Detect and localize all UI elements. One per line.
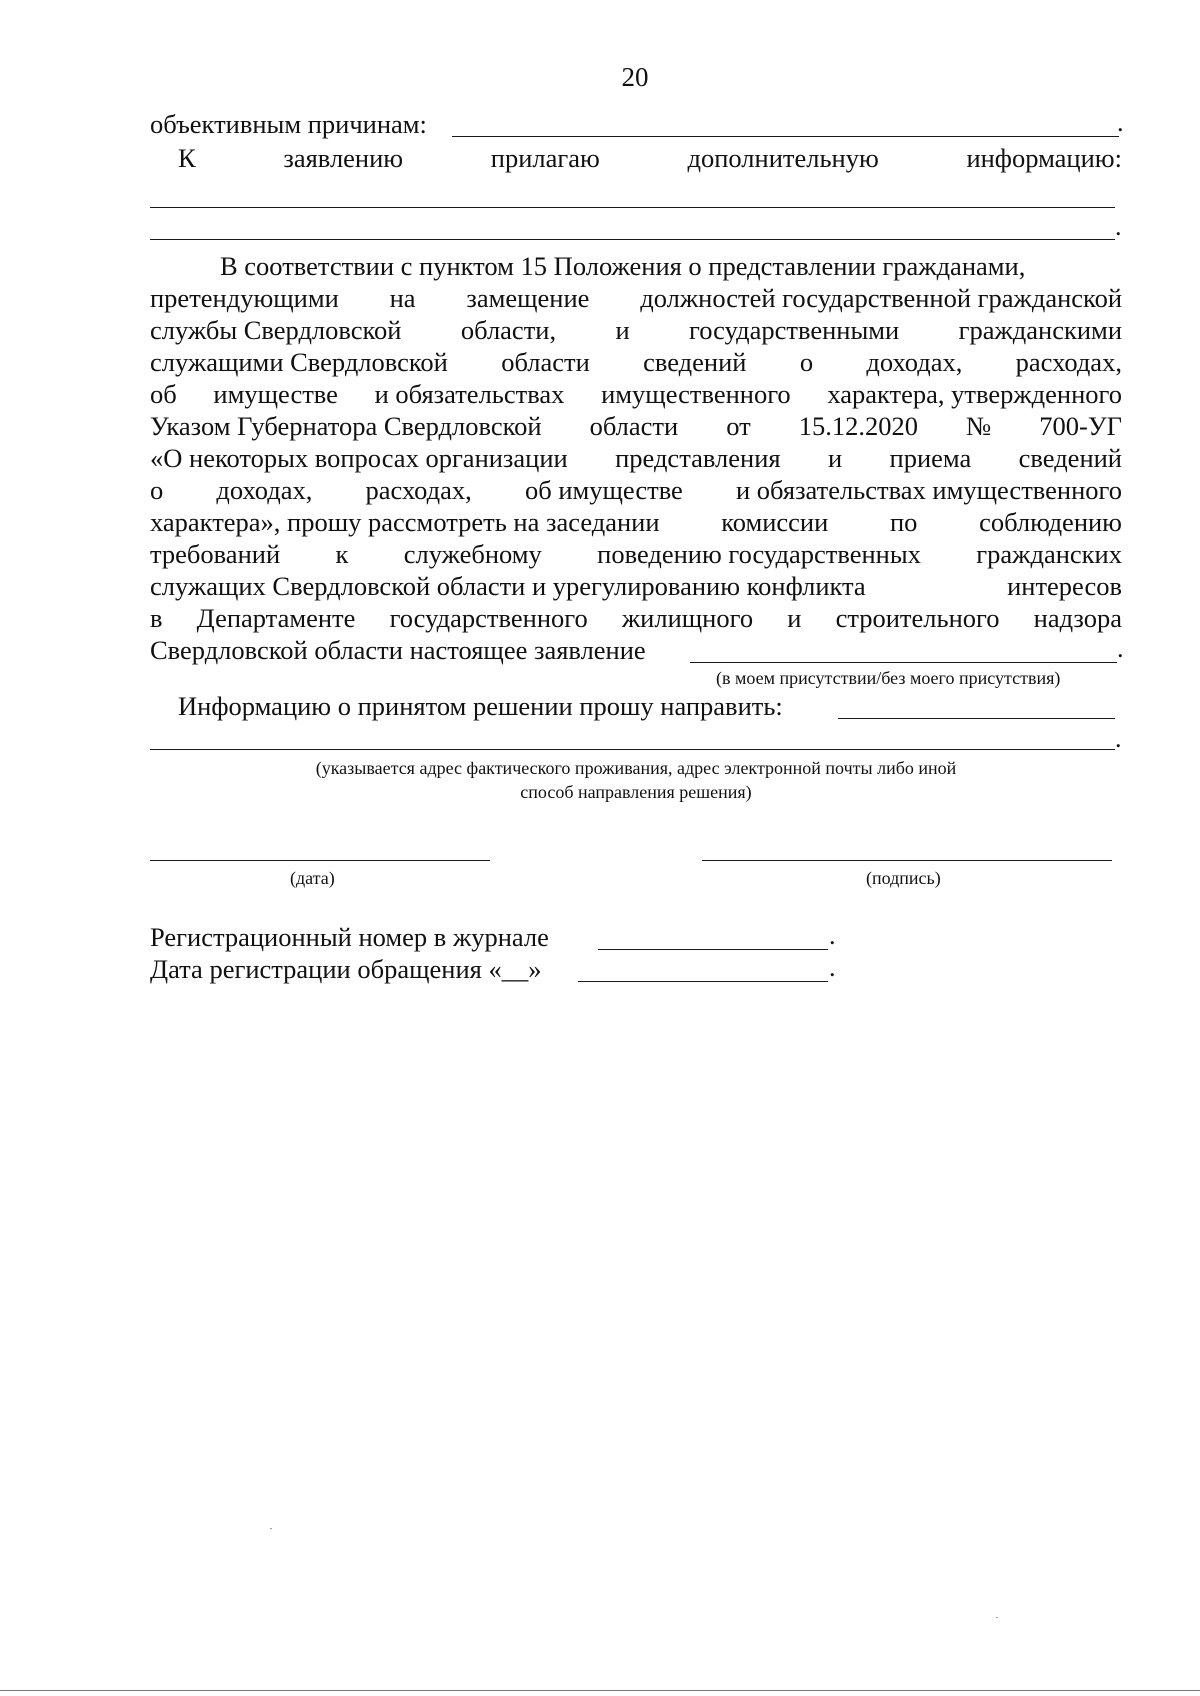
attach-word: заявлению (283, 143, 404, 173)
paragraph-segment: гражданских (976, 539, 1122, 569)
paragraph-segment: жилищного (621, 603, 754, 633)
attach-word: прилагаю (490, 143, 600, 173)
paragraph-line (150, 570, 1122, 602)
paragraph-segment: расходах, (365, 475, 472, 505)
paragraph-segment: № (965, 411, 992, 441)
paragraph-segment: поведению государственных (597, 539, 921, 569)
paragraph-segment: характера, утвержденного (827, 379, 1122, 409)
statement-end: . (1117, 634, 1124, 663)
paragraph-segment: по (889, 507, 918, 537)
paragraph-line (150, 506, 1122, 538)
attach-word: К (178, 143, 196, 173)
paragraph-line (150, 378, 1122, 410)
scan-speck (270, 1528, 272, 1529)
paragraph-segment: в (150, 603, 163, 633)
attach-word: информацию: (966, 143, 1122, 173)
paragraph-segment: служебному (403, 539, 542, 569)
registration-number-end: . (829, 921, 836, 950)
paragraph-segment: и обязательствах имущественного (736, 475, 1122, 505)
paragraph-segment: приема (889, 443, 972, 473)
registration-number-label: Регистрационный номер в журнале (150, 922, 549, 952)
registration-date-field[interactable] (578, 981, 828, 982)
paragraph-segment: государственного (389, 603, 588, 633)
attach-row (150, 142, 1122, 174)
presence-field[interactable] (690, 662, 1117, 663)
paragraph-segment: служащих Свердловской области и урегулированию конфликта (150, 571, 866, 601)
paragraph-segment: характера», прошу рассмотреть на заседании (150, 507, 660, 537)
paragraph-segment: и (827, 443, 843, 473)
scan-bottom-edge (0, 1690, 1200, 1691)
paragraph-segment: и (787, 603, 802, 633)
paragraph-segment: об (150, 379, 177, 409)
date-field[interactable] (150, 860, 490, 861)
paragraph-segment: доходах, (866, 347, 963, 377)
attach-end: . (1115, 212, 1122, 241)
paragraph-segment: В соответствии с пунктом 15 Положения о представлении гражданами, (220, 251, 1026, 281)
send-info-label: Информацию о принятом решении прошу направить: (178, 691, 783, 721)
presence-hint: (в моем присутствии/без моего присутствия) (716, 668, 1061, 688)
paragraph-segment: Указом Губернатора Свердловской (150, 411, 542, 441)
paragraph-segment: доходах, (216, 475, 313, 505)
paragraph-segment: о (150, 475, 164, 505)
registration-date-label: Дата регистрации обращения «__» (150, 954, 542, 984)
paragraph-line (150, 602, 1122, 634)
paragraph-segment: требований (150, 539, 281, 569)
address-hint-2: способ направления решения) (520, 782, 752, 802)
paragraph-segment: соблюдению (979, 507, 1122, 537)
send-info-field-2[interactable] (150, 749, 1115, 750)
paragraph-segment: и обязательствах (374, 379, 565, 409)
paragraph-segment: имуществе (213, 379, 338, 409)
paragraph-segment: строительного (835, 603, 1000, 633)
objective-reasons-label: объективным причинам: (150, 109, 427, 139)
paragraph-segment: расходах, (1015, 347, 1122, 377)
paragraph-segment: комиссии (721, 507, 829, 537)
paragraph-line (150, 314, 1122, 346)
paragraph-line (150, 282, 1122, 314)
scan-speck (996, 1617, 998, 1618)
address-hint-1: (указывается адрес фактического проживания, адрес электронной почты либо иной (315, 758, 957, 778)
paragraph-segment: на (389, 283, 416, 313)
paragraph-segment: 15.12.2020 (798, 411, 918, 441)
paragraph-segment: от (726, 411, 751, 441)
paragraph-segment: претендующими (150, 283, 339, 313)
paragraph-segment: области (501, 347, 590, 377)
paragraph-segment: области, (460, 315, 557, 345)
paragraph-segment: к (335, 539, 349, 569)
paragraph-segment: имущественного (601, 379, 791, 409)
send-info-end: . (1115, 724, 1122, 753)
signature-field[interactable] (702, 860, 1112, 861)
paragraph-segment: надзора (1033, 603, 1122, 633)
signature-label: (подпись) (866, 868, 941, 888)
statement-last-line: Свердловской области настоящее заявление (150, 635, 646, 665)
paragraph-segment: о (799, 347, 814, 377)
objective-reasons-field[interactable] (452, 136, 1119, 137)
attach-word: дополнительную (687, 143, 879, 173)
paragraph-segment: «О некоторых вопросах организации (150, 443, 568, 473)
paragraph-line (150, 410, 1122, 442)
paragraph-segment: об имуществе (524, 475, 683, 505)
paragraph-segment: 700-УГ (1039, 411, 1122, 441)
paragraph-segment: Департаменте (196, 603, 356, 633)
paragraph-line (150, 442, 1122, 474)
paragraph-segment: замещение (466, 283, 590, 313)
paragraph-line (150, 538, 1122, 570)
paragraph-segment: гражданскими (958, 315, 1122, 345)
paragraph-segment: интересов (1007, 571, 1122, 601)
objective-reasons-end: . (1117, 108, 1124, 137)
paragraph-segment: сведений (643, 347, 747, 377)
paragraph-line (150, 346, 1122, 378)
page-number: 20 (621, 62, 649, 92)
paragraph-line (220, 250, 1122, 282)
attach-field-1[interactable] (150, 207, 1115, 208)
attach-field-2[interactable] (150, 239, 1115, 240)
registration-number-field[interactable] (598, 949, 828, 950)
paragraph-segment: области (589, 411, 679, 441)
registration-date-end: . (829, 953, 836, 982)
paragraph-segment: и (615, 315, 630, 345)
paragraph-segment: представления (615, 443, 781, 473)
paragraph-segment: государственными (689, 315, 900, 345)
paragraph-segment: должностей государственной гражданской (640, 283, 1122, 313)
paragraph-line (150, 474, 1122, 506)
send-info-field[interactable] (838, 718, 1115, 719)
paragraph-segment: сведений (1018, 443, 1122, 473)
date-label: (дата) (290, 868, 335, 888)
paragraph-segment: служащими Свердловской (150, 347, 448, 377)
paragraph-segment: службы Свердловской (150, 315, 402, 345)
